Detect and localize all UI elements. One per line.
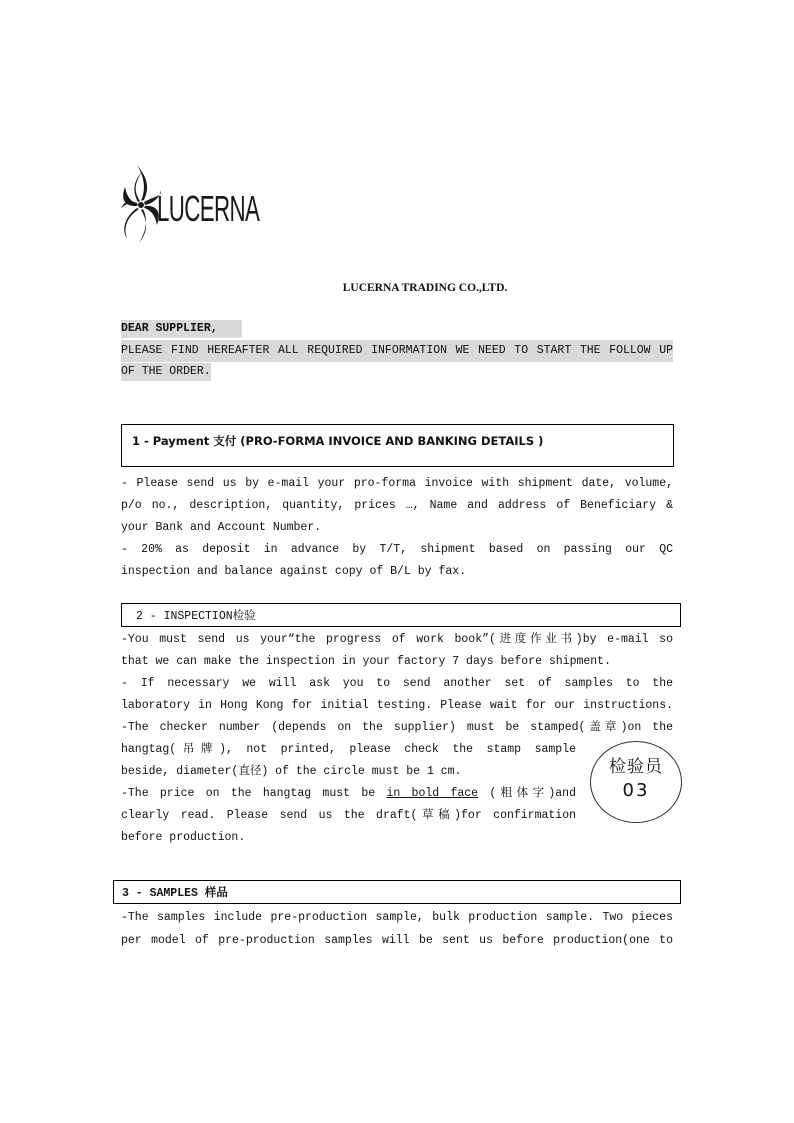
- section-title: 1 - Payment 支付 (PRO-FORMA INVOICE AND BANKING DETAILS ): [132, 434, 544, 448]
- section-header-payment: [121, 424, 674, 467]
- inspection-line: -The checker number (depends on the supplier) must be stamped(盖章)on the: [121, 721, 673, 734]
- greeting: DEAR SUPPLIER,: [121, 320, 242, 338]
- section-header-inspection: [121, 603, 681, 627]
- section-header-samples: [113, 880, 681, 904]
- checker-stamp: [590, 741, 682, 823]
- inspection-line: that we can make the inspection in your factory 7 days before shipment.: [121, 655, 611, 668]
- payment-line: your Bank and Account Number.: [121, 521, 322, 534]
- intro-line: OF THE ORDER.: [121, 363, 211, 381]
- bold-face-text: in bold face: [386, 787, 479, 800]
- payment-line: - 20% as deposit in advance by T/T, shipment based on passing our QC: [121, 543, 673, 556]
- payment-line: inspection and balance against copy of B/L by fax.: [121, 565, 467, 578]
- inspection-line: - If necessary we will ask you to send another set of samples to the: [121, 677, 673, 690]
- inspection-line: clearly read. Please send us the draft(草稿)for confirmation: [121, 809, 576, 822]
- samples-line: -The samples include pre-production sample, bulk production sample. Two pieces: [121, 911, 673, 924]
- inspection-line: before production.: [121, 831, 246, 844]
- stamp-number: 03: [622, 780, 650, 801]
- inspection-line: laboratory in Hong Kong for initial testing. Please wait for our instructions.: [121, 699, 673, 712]
- intro-line: PLEASE FIND HEREAFTER ALL REQUIRED INFORMATION WE NEED TO START THE FOLLOW UP: [121, 340, 673, 362]
- payment-line: - Please send us by e-mail your pro-forma invoice with shipment date, volume,: [121, 477, 673, 490]
- inspection-line: hangtag(吊牌), not printed, please check the stamp sample: [121, 743, 576, 756]
- section-title: 3 - SAMPLES 样品: [122, 887, 228, 900]
- section-title: 2 - INSPECTION检验: [136, 610, 256, 623]
- sunburst-icon: [121, 160, 161, 250]
- price-suffix: (粗体字)and: [478, 787, 576, 800]
- inspection-line: -You must send us your“the progress of work book”(进度作业书)by e-mail so: [121, 633, 673, 646]
- company-logo: [121, 160, 260, 250]
- payment-line: p/o no., description, quantity, prices …, Name and address of Beneficiary &: [121, 499, 673, 512]
- logo-wordmark: LUCERNA: [157, 188, 260, 229]
- inspection-line: beside, diameter(直径) of the circle must be 1 cm.: [121, 765, 462, 778]
- samples-line: per model of pre-production samples will be sent us before production(one to: [121, 934, 673, 947]
- company-name: LUCERNA TRADING CO.,LTD.: [342, 282, 508, 294]
- inspection-line: [121, 783, 576, 805]
- stamp-title: 检验员: [609, 757, 663, 777]
- price-prefix: -The price on the hangtag must be: [121, 787, 387, 800]
